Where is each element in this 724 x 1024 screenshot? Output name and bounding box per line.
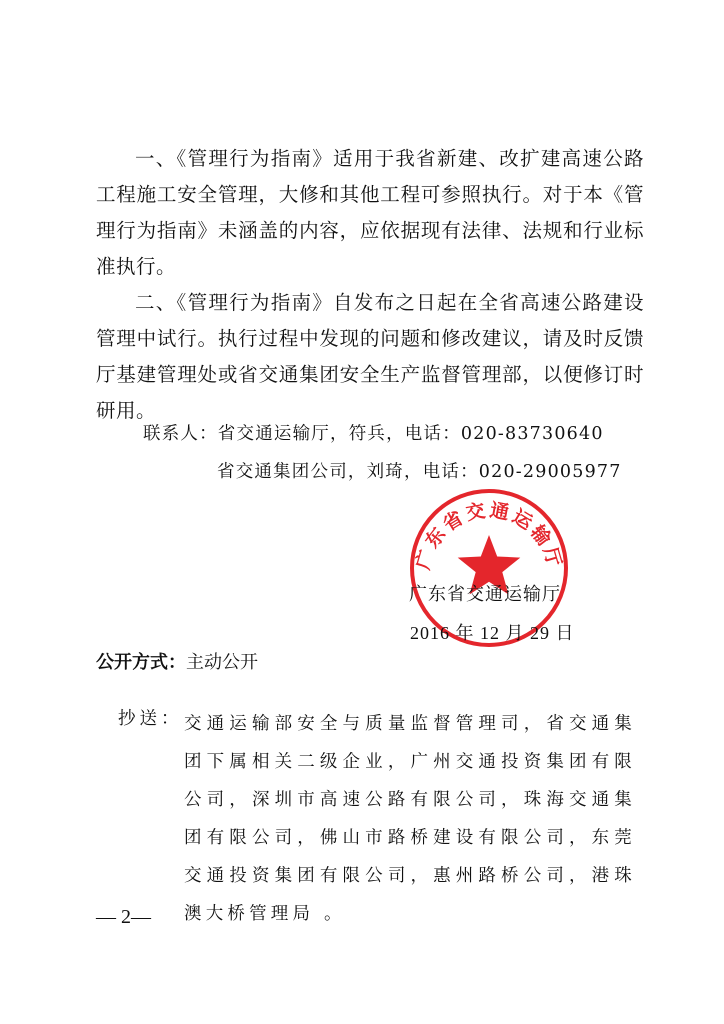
page-number: — 2— (96, 906, 151, 928)
paragraph-applicability: 一、《管理行为指南》适用于我省新建、改扩建高速公路工程施工安全管理，大修和其他工程可参照执行。对于本《管理行为指南》未涵盖的内容，应依据现有法律、法规和行业标准执行。 (96, 147, 644, 278)
cc-recipients: 交通运输部安全与质量监督管理司，省交通集团下属相关二级企业，广州交通投资集团有限公司，深圳市高速公路有限公司，珠海交通集团有限公司，佛山市路桥建设有限公司，东莞交通投资集团有限公司，惠州路桥公司，港珠澳大桥管理局 。 (184, 714, 636, 924)
publication-method-value: 主动公开 (186, 652, 258, 673)
issuing-organization: 广东省交通运输厅 (409, 584, 561, 604)
publication-method (96, 648, 258, 674)
publication-method-label: 公开方式： (96, 652, 186, 673)
body-text (96, 141, 644, 429)
cc-label: 抄送： (118, 709, 183, 729)
contact-line-1: 联系人：省交通运输厅，符兵，电话：020-83730640 (143, 424, 604, 444)
seal-text: 广东省交通运输厅 (412, 499, 566, 573)
paragraph-trial-implementation: 二、《管理行为指南》自发布之日起在全省高速公路建设管理中试行。执行过程中发现的问题和修改建议，请及时反馈厅基建管理处或省交通集团安全生产监督管理部，以便修订时研用。 (96, 291, 644, 422)
contact-line-2: 省交通集团公司，刘琦，电话：020-29005977 (217, 462, 622, 482)
issue-date: 2016 年 12 月 29 日 (410, 623, 575, 643)
